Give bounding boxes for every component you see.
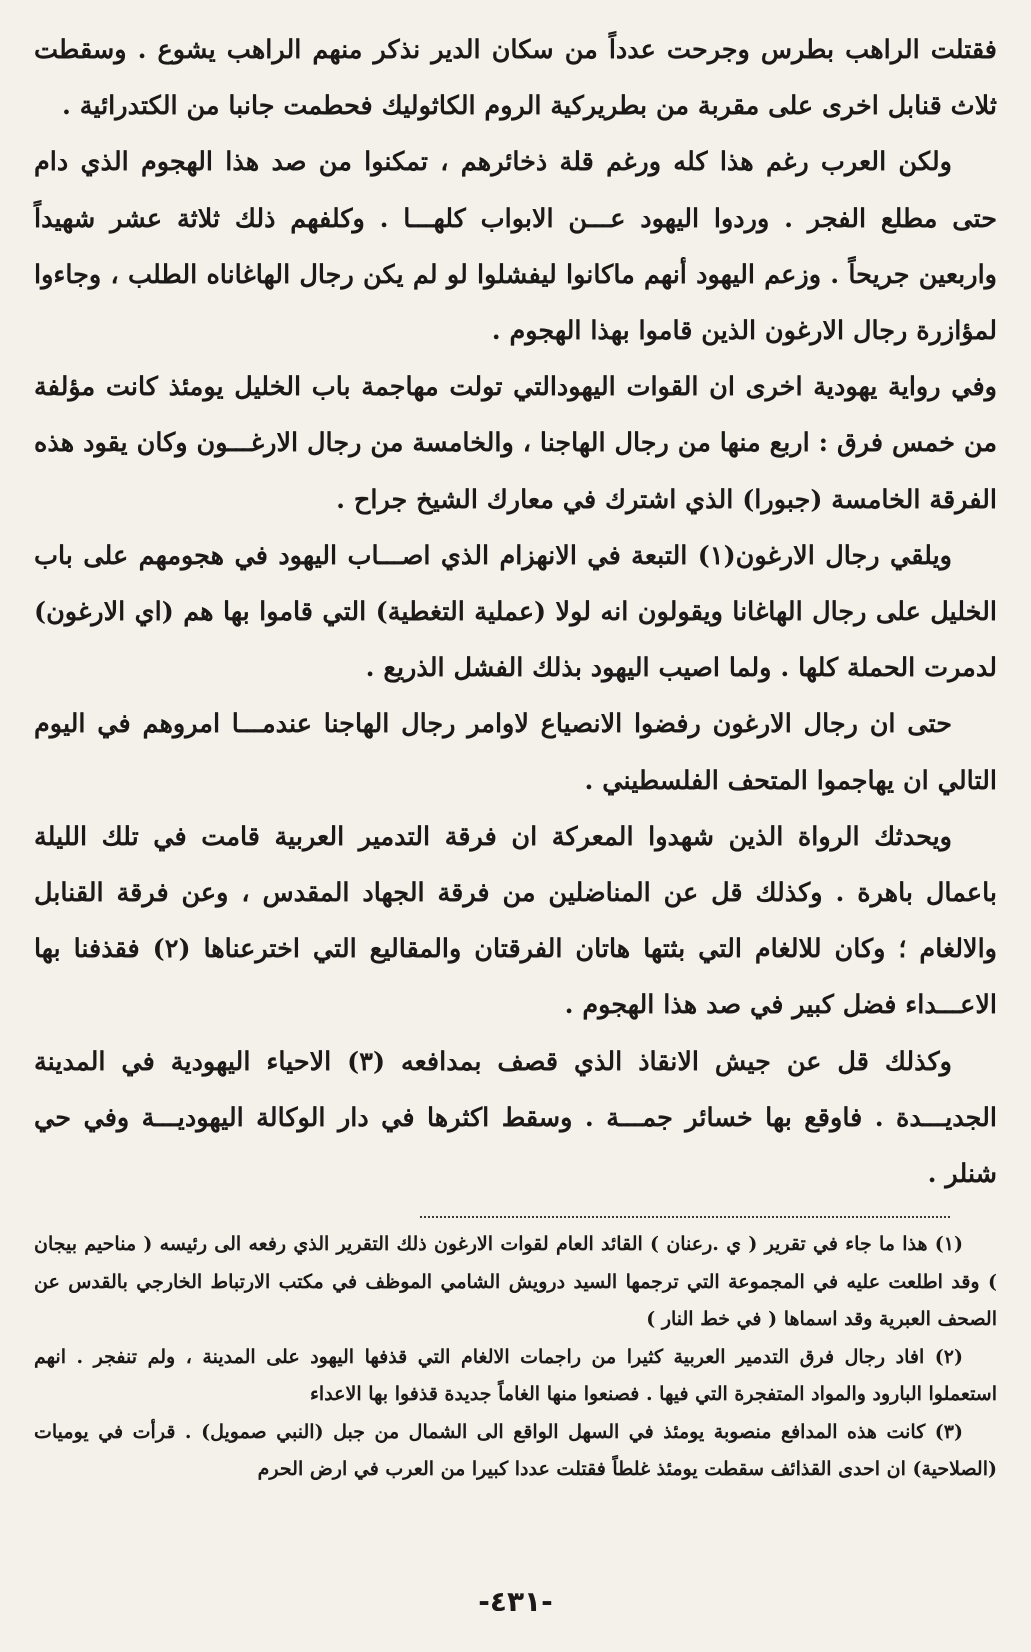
paragraph-1: فقتلت الراهب بطرس وجرحت عدداً من سكان الدير نذكر منهم الراهب يشوع . وسقطت ثلاث قنابل اخرى على مقربة من بطريركية الروم الكاثوليك فحطمت جانبا من الكتدرائية . — [34, 35, 997, 122]
paragraph-3: وفي رواية يهودية اخرى ان القوات اليهودالتي تولت مهاجمة باب الخليل يومئذ كانت مؤلفة من خمس فرق : اربع منها من رجال الهاجنا ، والخامسة من رجال الارغـــون وكان يقود هذه الفرقة الخامسة (جبورا) الذي اشترك في معارك الشيخ جراح . — [34, 372, 997, 515]
paragraph-7: وكذلك قل عن جيش الانقاذ الذي قصف بمدافعه (٣) الاحياء اليهودية في المدينة الجديـــدة . فاوقع بها خسائر جمـــة . وسقط اكثرها في دار الوكالة اليهوديـــة وفي حي شنلر . — [34, 1046, 997, 1190]
body-text — [34, 22, 997, 1202]
page-number: -٤٣١- — [478, 1585, 553, 1618]
paragraph-4: ويلقي رجال الارغون(١) التبعة في الانهزام الذي اصـــاب اليهود في هجومهم على باب الخليل على رجال الهاغانا ويقولون انه لولا (عملية التغطية) التي قاموا بها هم (اي الارغون) لدمرت الحملة كلها . ولما اصيب اليهود بذلك الفشل الذريع . — [34, 540, 997, 684]
footnote-2: (٢) افاد رجال فرق التدمير العربية كثيرا من راجمات الالغام التي قذفها اليهود على المدينة ، ولم تنفجر . انهم استعملوا البارود والمواد المتفجرة التي فيها . فصنعوا منها الغاماً جديدة قذفوا بها الاعداء — [34, 1345, 997, 1406]
footnote-separator — [420, 1216, 950, 1218]
paragraph-5: حتى ان رجال الارغون رفضوا الانصياع لاوامر رجال الهاجنا عندمـــا امروهم في اليوم التالي ان يهاجموا المتحف الفلسطيني . — [34, 709, 997, 796]
paragraph-2: ولكن العرب رغم هذا كله ورغم قلة ذخائرهم ، تمكنوا من صد هذا الهجوم الذي دام حتى مطلع الفجر . وردوا اليهود عـــن الابواب كلهـــا . وكلفهم ذلك ثلاثة عشر شهيداً واربعين جريحاً . وزعم اليهود أنهم ماكانوا ليفشلوا لو لم يكن رجال الهاغاناه الطلب ، وجاءوا لمؤازرة رجال الارغون الذين قاموا بهذا الهجوم . — [34, 147, 997, 347]
footnotes — [34, 1226, 997, 1489]
footnote-3: (٣) كانت هذه المدافع منصوبة يومئذ في السهل الواقع الى الشمال من جبل (النبي صمويل) . قرأت في يوميات (الصلاحية) ان احدى القذائف سقطت يومئذ غلطاً فقتلت عددا كبيرا من العرب في ارض الحرم — [34, 1420, 997, 1481]
paragraph-6: ويحدثك الرواة الذين شهدوا المعركة ان فرقة التدمير العربية قامت في تلك الليلة باعمال باهرة . وكذلك قل عن المناضلين من فرقة الجهاد المقدس ، وعن فرقة القنابل والالغام ؛ وكان للالغام التي بثتها هاتان الفرقتان والمقاليع التي اخترعناها (٢) فقذفنا بها الاعـــداء فضل كبير في صد هذا الهجوم . — [34, 821, 997, 1021]
footnote-1: (١) هذا ما جاء في تقرير ( ي .رعنان ) القائد العام لقوات الارغون ذلك التقرير الذي رفعه الى رئيسه ( مناحيم بيجان ) وقد اطلعت عليه في المجموعة التي ترجمها السيد درويش الشامي الموظف في مكتب الارتباط الخارجي بالقدس عن الصحف العبرية وقد اسماها ( في خط النار ) — [34, 1233, 997, 1331]
